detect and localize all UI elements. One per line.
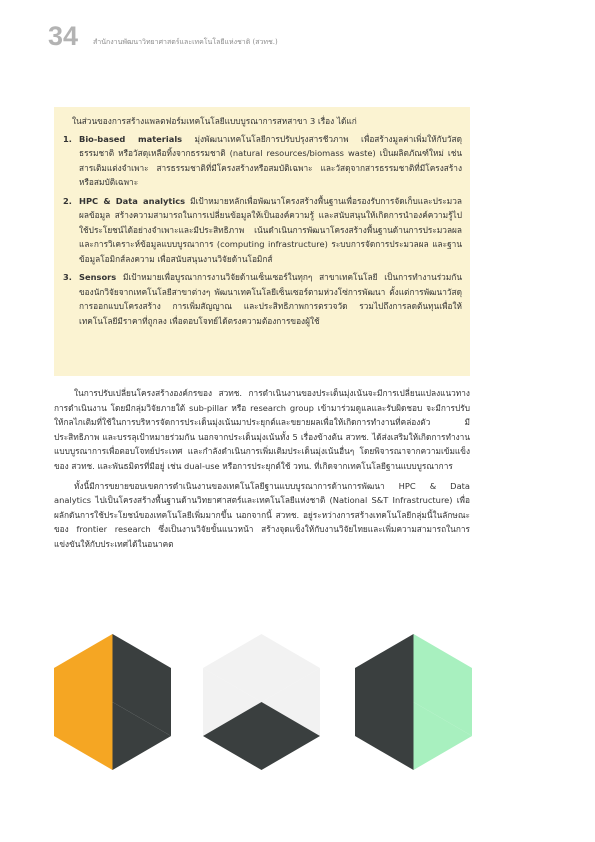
item-text: มีเป้าหมายเพื่อบูรณาการงานวิจัยด้านเซ็นเซอร์ในทุกๆ สาขาเทคโนโลยี เป็นการทำงานร่วมกันของนักวิจัยจากเทคโนโลยีสาขาต่างๆ พัฒนาเทคโนโลยีเซ็นเซอร์ตามห่วงโซ่การพัฒนา ตั้งแต่การพัฒนาวัสดุ การออกแบบโครงสร้าง การเพิ่มสัญญาณ และประสิทธิภาพการตรวจวัด รวมไปถึงการลดต้นทุนเพื่อให้เทคโนโลยีมีราคาที่ถูกลง เพื่อตอบโจทย์ได้ตรงความต้องการของผู้ใช้ [79, 272, 463, 326]
item-title: HPC & Data analytics [79, 195, 186, 206]
item-number: 2. [63, 195, 72, 206]
hexagon-graphic-orange [54, 634, 171, 770]
body-text [54, 386, 470, 557]
item-number: 1. [63, 133, 72, 144]
list-item [62, 270, 462, 328]
page-number: 34 [48, 21, 79, 51]
highlight-box [54, 107, 470, 376]
item-text: มุ่งพัฒนาเทคโนโลยีการปรับปรุงสารชีวภาพ เพื่อสร้างมูลค่าเพิ่มให้กับวัสดุธรรมชาติ หรือวัสดุเหลือทิ้งจากธรรมชาติ (natural resources/biomass waste) เป็นผลิตภัณฑ์ใหม่ เช่น สารเติมแต่งจำเพาะ สารธรรมชาติที่มีโครงสร้างหรือสมบัติเฉพาะ และวัสดุจากสารธรรมชาติที่มีโครงสร้างหรือสมบัติเฉพาะ [79, 133, 462, 187]
body-paragraph: ทั้งนี้มีการขยายขอบเขตการดำเนินงานของเทคโนโลยีฐานแบบบูรณาการด้านการพัฒนา HPC & Data analytics ไปเป็นโครงสร้างพื้นฐานด้านวิทยาศาสตร์และเทคโนโลยีแห่งชาติ (National S&T Infrastructure) เพื่อผลักดันการใช้ประโยชน์ของเทคโนโลยีเพิ่มมากขึ้น นอกจากนี้ สวทช. อยู่ระหว่างการสร้างเทคโนโลยีกลุ่มนี้ในลักษณะของ frontier research ซึ่งเป็นงานวิจัยขั้นแนวหน้า สร้างจุดแข็งให้กับงานวิจัยไทยและเพิ่มความสามารถในการแข่งขันให้กับประเทศได้ในอนาคต [54, 480, 470, 549]
item-title: Bio-based materials [79, 133, 183, 144]
item-text: มีเป้าหมายหลักเพื่อพัฒนาโครงสร้างพื้นฐานเพื่อรองรับการจัดเก็บและประมวลผลข้อมูล สร้างความสามารถในการเปลี่ยนข้อมูลให้เป็นองค์ความรู้ และสนับสนุนให้เกิดการนำองค์ความรู้ไปใช้ประโยชน์ได้อย่างจำเพาะและมีประสิทธิภาพ เน้นดำเนินการพัฒนาโครงสร้างพื้นฐานด้านการประมวลผลและการวิเคราะห์ข้อมูลแบบบูรณาการ (computing infrastructure) ระบบการจัดการประมวลผล และฐานข้อมูลโอมิกส์ลงความ เพื่อสนับสนุนงานวิจัยด้านโอมิกส์ [79, 195, 463, 264]
box-intro: ในส่วนของการสร้างแพลตฟอร์มเทคโนโลยีแบบบูรณาการสหสาขา 3 เรื่อง ได้แก่ [72, 116, 357, 126]
hexagon-graphic-grey [203, 634, 320, 770]
item-number: 3. [63, 272, 72, 282]
list-item [62, 132, 462, 190]
body-paragraph: ในการปรับเปลี่ยนโครงสร้างองค์กรของ สวทช. การดำเนินงานของประเด็นมุ่งเน้นจะมีการเปลี่ยนแปลงแนวทางการดำเนินงาน โดยมีกลุ่มวิจัยภายใต้ sub-pillar หรือ research group เข้ามาร่วมดูแลและรับผิดชอบ จะมีการปรับให้กลไกเติมที่ใช้ในการบริหารจัดการประเด็นมุ่งเน้นมาประยุกต์และขยายผลเพื่อให้เกิดการทำงานที่คล่องตัว มีประสิทธิภาพ และบรรลุเป้าหมายร่วมกัน นอกจากประเด็นมุ่งเน้นทั้ง 5 เรื่องข้างต้น สวทช. ได้ส่งเสริมให้เกิดการทำงานแบบบูรณาการเพื่อตอบโจทย์ประเทศ และกำลังดำเนินการเพิ่มเติมประเด็นมุ่งเน้นอื่นๆ โดยพิจารณาจากความเข้มแข็งของ สวทช. และพันธมิตรที่มีอยู่ เช่น dual-use หรือการประยุกต์ใช้ วทน. ที่เกิดจากเทคโนโลยีฐานแบบบูรณาการ [54, 388, 470, 471]
hexagon-graphic-green [355, 634, 472, 770]
item-title: Sensors [79, 272, 117, 282]
hexagon-left-face [355, 634, 414, 770]
running-header-title: สำนักงานพัฒนาวิทยาศาสตร์และเทคโนโลยีแห่งชาติ (สวทช.) [93, 38, 278, 46]
hexagon-left-face [54, 634, 113, 770]
list-item [62, 194, 462, 267]
